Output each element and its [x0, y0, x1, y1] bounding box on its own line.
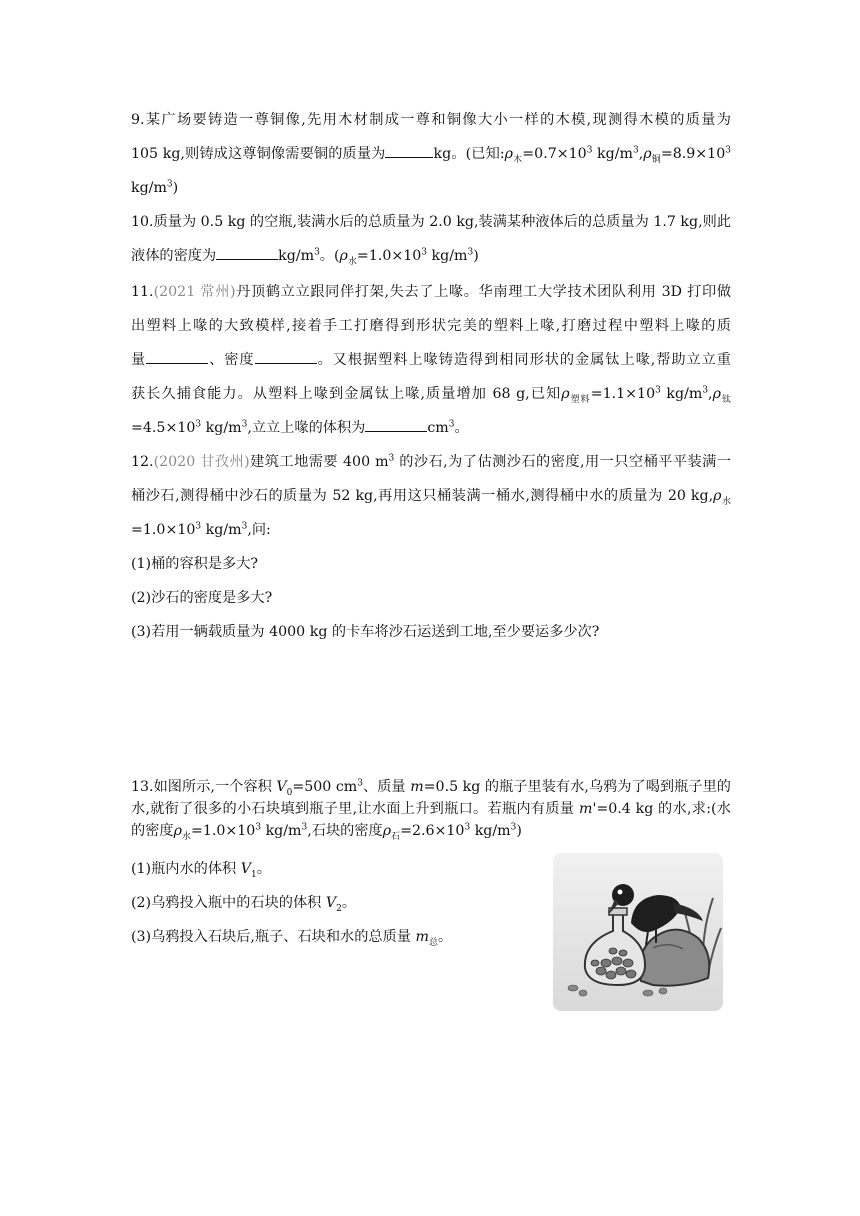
question-9	[131, 103, 731, 205]
q12-line-3: $=1.0\times 10^3$ $kg/m^3$,问:	[131, 521, 271, 538]
q13-line-3: 的密度$\rho_水=1.0\times 10^3$ $kg/m^3$,石块的密度$\rho_石=2.6\times 10^3$ $kg/m^3$)	[131, 822, 522, 842]
q13-subquestions	[131, 852, 531, 954]
q10-line-2: 液体的密度为 $kg/m^3$。($\rho_水=1.0\times 10^3$ $kg/m^3$)	[131, 239, 731, 273]
q11-line-4: 获长久捕食能力。从塑料上喙到金属钛上喙,质量增加 68 g,已知$\rho_{塑料}=1.1\times 10^3$ $kg/m^3,\rho_钛$	[131, 385, 731, 405]
q11-line-5: $=4.5\times 10^3$ $kg/m^3$,立立上喙的体积为 $cm^3$。	[131, 411, 731, 445]
question-11	[131, 275, 731, 445]
q12-sub-2: (2)沙石的密度是多大?	[131, 590, 273, 606]
answer-blank[interactable]	[365, 417, 427, 432]
source-tag: (2020 甘孜州)	[153, 454, 250, 470]
q13-line-2: 水,就衔了很多的小石块填到瓶子里,让水面上升到瓶口。若瓶内有质量 m'=0.4 kg 的水,求:(水	[131, 801, 731, 817]
q13-sub-1: (1)瓶内水的体积 $V_1$。	[131, 861, 271, 880]
answer-blank[interactable]	[146, 349, 208, 364]
answer-blank[interactable]	[216, 245, 278, 260]
q13-sub-3: (3)乌鸦投入石块后,瓶子、石块和水的总质量 $m_总$。	[131, 929, 453, 948]
crow-bottle-illustration	[553, 853, 723, 1011]
q10-line-1: 10.质量为 0.5 kg 的空瓶,装满水后的总质量为 2.0 kg,装满某种液体后的总质量为 1.7 kg,则此	[131, 214, 731, 230]
question-12	[131, 445, 731, 649]
q13-sub-2: (2)乌鸦投入瓶中的石块的体积 $V_2$。	[131, 895, 357, 914]
answer-blank[interactable]	[385, 143, 433, 158]
q12-sub-1: (1)桶的容积是多大?	[131, 556, 259, 572]
answer-blank[interactable]	[255, 349, 317, 364]
q9-line-1: 9.某广场要铸造一尊铜像,先用木材制成一尊和铜像大小一样的木模,现测得木模的质量为	[131, 112, 731, 128]
q9-line-3: $kg/m^3$)	[131, 179, 179, 196]
q12-sub-3: (3)若用一辆载质量为 4000 kg 的卡车将沙石运送到工地,至少要运多少次?	[131, 624, 600, 640]
q12-line-2: 桶沙石,测得桶中沙石的质量为 52 kg,再用这只桶装满一桶水,测得桶中水的质量为 20 $kg,\rho_水$	[131, 488, 731, 507]
source-tag: (2021 常州)	[153, 284, 236, 300]
q13-line-1: 13.如图所示,一个容积 $V_0=500$ $cm^3$、质量 m=0.5 kg 的瓶子里装有水,乌鸦为了喝到瓶子里的	[131, 778, 731, 798]
q11-line-1: 11.(2021 常州)丹顶鹤立立跟同伴打架,失去了上喙。华南理工大学技术团队利用 3D 打印做	[131, 284, 732, 300]
rock-icon	[640, 930, 709, 986]
question-13	[131, 776, 731, 842]
question-10	[131, 205, 731, 273]
q11-line-2: 出塑料上喙的大致模样,接着手工打磨得到形状完美的塑料上喙,打磨过程中塑料上喙的质	[131, 318, 731, 334]
q12-line-1: 12.(2020 甘孜州)建筑工地需要 400 $m^3$ 的沙石,为了估测沙石的密度,用一只空桶平平装满一	[131, 453, 732, 470]
q11-line-3: 量 、密度 。又根据塑料上喙铸造得到相同形状的金属钛上喙,帮助立立重	[131, 343, 731, 377]
q9-line-2: 105 kg,则铸成这尊铜像需要铜的质量为 kg。(已知$:\rho_木=0.7\times 10^3$ $kg/m^3,\rho_铜=8.9\times 10^3$	[131, 137, 731, 171]
